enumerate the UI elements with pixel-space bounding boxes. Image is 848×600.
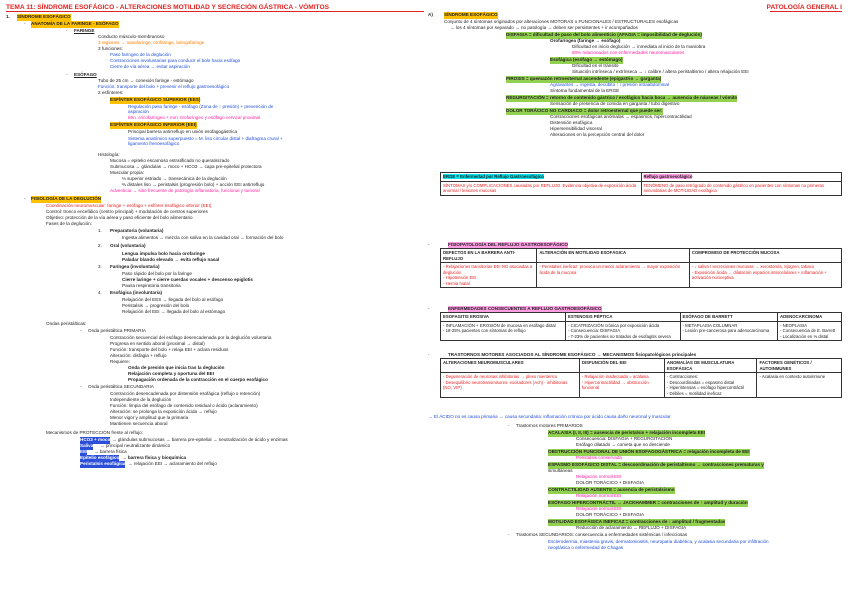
right-text-line: - <box>428 306 430 311</box>
right-text-line: Alteraciones en la percepción central del dolor <box>550 132 645 137</box>
right-text-line: TRASTORNOS MOTORES ASOCIADOS AL SÍNDROME ESOFÁGICO → MECANISMOS fisiopatológicos principales <box>448 352 697 357</box>
right-text-line: Situación intrínseca / extrínseca → ↓ calibre / altera peristaltismo / altera relajación EEI <box>572 69 749 74</box>
right-text-line: → los 4 síntomas por separado → no patología → deben ser persistentes + ir acompañados <box>450 25 638 30</box>
right-text-line: - <box>508 532 510 537</box>
left-text-line: ligamento frenoesofágico <box>128 141 180 146</box>
left-text-line: Fases de la deglución: <box>46 221 92 226</box>
table-header: ALTERACIONES NEUROMUSCULARES <box>441 359 580 373</box>
left-text-line: Objetivo: protección de la vía aérea y paso eficiente del bolo alimentario <box>46 215 193 220</box>
left-text-line: ANATOMÍA DE LA FARINGE - ESÓFAGO <box>31 21 119 26</box>
left-text-line: Muscular propia: <box>110 170 144 175</box>
left-text-line: Progresa en sentido aboral (proximal → distal) <box>110 341 205 346</box>
left-text-line: ESFÍNTER ESOFÁGICO SUPERIOR (EES) <box>110 97 201 102</box>
left-text-line: EEI <box>80 449 88 454</box>
right-text-line: Sensación de presencia de comida en garganta / tubo digestivo <box>550 101 680 106</box>
left-text-line: Peristalsis → progresión del bolo <box>122 303 190 308</box>
left-text-line: Contracción secuencial del esófago desencadenada por la deglución voluntaria <box>110 335 272 340</box>
table-cell: - METAPLASIA COLUMNAR - Lesión pre-cancerosa para adenocarcinoma <box>680 321 778 341</box>
left-text-line: Mecanismos de PROTECCIÓN frente al reflujo: <box>46 430 144 435</box>
right-text-line: Agravantes → ingesta, decúbito ↑ / presión intraabdominal <box>550 82 669 87</box>
left-text-line: ⅔ distales liso → peristalsis (progresión bolo) + acción EEI antirreflujo <box>122 182 265 187</box>
subject-underline <box>770 11 842 12</box>
left-text-line: Paladar blando elevado → evita reflujo nasal <box>122 257 220 262</box>
right-text-line: Esófago dilatado → cometa que no desciende <box>576 442 670 447</box>
left-text-line: 3. <box>98 264 102 269</box>
left-text-line: 3 funciones: <box>98 46 123 51</box>
erge-definition-box <box>440 172 842 196</box>
table-header: ALTERACIÓN EN MOTILIDAD ESOFÁGICA <box>537 249 690 263</box>
right-text-line: ENFERMEDADES CONSECUENTES A REFLUJO GASTROESOFÁGICO <box>448 306 602 311</box>
left-text-line: Control: tronco encefálico (centro principal) + modulación de centros superiores <box>46 209 208 214</box>
table-cell: - Contracciones: - Descoordinadas = espasmo distal - Hiperintensas = esófago hipercontráctil - Débiles = motilidad ineficaz <box>664 373 757 398</box>
left-text-line: FISIOLOGÍA DE LA DEGLUCIÓN <box>31 196 102 201</box>
table-header: DEFECTOS EN LA BARRERA ANTI-REFLUJO <box>441 249 537 263</box>
right-text-line: A) <box>428 12 433 17</box>
left-text-line: Submucosa → glándulas → moco + HCO3 → capa pre-epitelial protectora <box>110 164 262 169</box>
right-text-line: 80% relacionados con enfermedades neuromusculares <box>572 50 685 55</box>
left-text-line: 2 esfínteres: <box>98 90 124 95</box>
left-text-line: Onda peristáltica PRIMARIA <box>88 328 146 333</box>
left-text-line: 3 regiones → nasofaringe, orofaringe, laringofaringe <box>98 40 205 45</box>
reflux-label: Reflujo gastroesofágico <box>641 173 842 182</box>
left-text-line: Contracción desencadenada por distensión esofágica (reflujo o retención) <box>110 391 261 396</box>
left-text-line: - <box>66 72 68 77</box>
table-header: ANOMALÍAS DE MUSCULATURA ESOFÁGICA <box>664 359 757 373</box>
left-text-line: - <box>80 328 82 333</box>
left-text-line: 2. <box>98 243 102 248</box>
left-text-line: Alteración: se prolonga la exposición ácida → reflujo <box>110 409 217 414</box>
left-text-line: SÍNDROME ESOFÁGICO <box>17 14 71 19</box>
right-text-line: Relajación normal EEI <box>576 474 622 479</box>
right-text-line: Esofágica (esófago → estómago) <box>550 57 623 62</box>
left-text-line: aspiración <box>128 109 149 114</box>
table-header: ESOFAGITIS EROSIVA <box>441 313 566 322</box>
right-text-line: Reducción de aclaramiento → REFLUJO + DISFAGIA <box>576 525 687 530</box>
right-text-line: FISIOPATOLOGÍA DEL REFLUJO GASTROESOFÁGICO <box>448 242 568 247</box>
right-text-line: DOLOR TORÁCICO NO CARDIACO = dolor retroesternal que puede ser: <box>506 108 663 113</box>
right-text-line: SÍNDROME ESOFÁGICO <box>444 12 498 17</box>
reflux-definition: FENÓMENO de paso retrógrado de contenido gástrico en pacientes con síntomas no primeras secundarias de MOTILIDAD esofágica <box>641 181 842 195</box>
left-text-line: - <box>24 21 26 26</box>
right-text-line: Esclerodermia, miastenia gravis, dermatomiositis, neuropatía diabética, y acalasia secundaria por infiltración <box>548 539 769 544</box>
left-text-line: Preparatoria (voluntaria) <box>110 228 164 233</box>
table-header: ESTENOSIS PÉPTICA <box>566 313 681 322</box>
left-text-line: Sistema anatómico superpuesto = M. liso circular distal + diafragma crural + <box>128 136 283 141</box>
left-text-line: Menor vigor y amplitud que la primaria <box>110 415 189 420</box>
left-text-line: Función: limpia del esófago de contenido residual o ácido (aclaramiento) <box>110 403 258 408</box>
subject-label: PATOLOGÍA GENERAL I <box>766 4 842 11</box>
left-text-line: Histología: <box>98 152 120 157</box>
left-text-line: Función: transporte del bolo + relaja EEI + aclara residuos <box>110 347 229 352</box>
left-text-line: Cierre de vía aérea → evitar aspiración <box>110 64 190 69</box>
left-text-line: Regulación paso faringe - esófago (Zona de ↑ presión) + prevención de <box>128 104 274 109</box>
right-text-line: ESÓFAGO HIPERCONTRÁCTIL → JACKHAMMER = contracciones de ↑ amplitud y duración <box>548 500 748 505</box>
motor-disorders-table <box>440 358 842 398</box>
right-text-line: - <box>428 352 430 357</box>
right-text-line: Distensión esofágica <box>550 120 593 125</box>
right-text-line: DISFAGIA = dificultad de paso del bolo alimenticio (AFAGIA = imposibilidad de deglución) <box>506 32 702 37</box>
right-text-line: neoplásica o enfermedad de Chagas <box>548 545 624 550</box>
left-text-line: → barrera física y bioquímica <box>122 455 187 460</box>
erge-label: ERGE = Enfermedad por Reflujo Gastroesofágico <box>441 173 642 182</box>
consequences-table <box>440 312 842 341</box>
table-cell: - Degeneración de neuronas inhibitorias → plexo mientérico - Desequilibrio neurotransmisores: excitadores (Ach) - inhibitorias (NO, VIP) <box>441 373 580 398</box>
left-text-line: Propagación ordenada de la contracción en el cuerpo esofágico <box>128 377 268 382</box>
right-text-line: OBSTRUCCIÓN FUNCIONAL DE UNIÓN ESOFAGOGÁSTRICA = relajación incompleta de EEI <box>548 449 750 454</box>
left-text-line: 4. <box>98 290 102 295</box>
left-text-line: Paso rápido del bolo por la faringe <box>122 271 192 276</box>
left-text-line: 1. <box>98 228 102 233</box>
right-text-line: Trastornos SECUNDARIOS: consecuencia a enfermedades sistémicas / infecciosas <box>516 532 688 537</box>
title-underline <box>6 11 424 12</box>
left-text-line: Relajación completa y oportuna del EEI <box>128 371 215 376</box>
left-text-line: Tubo de 25 cm → conexión faringe - estómago <box>98 78 194 83</box>
right-text-line: ESPASMO ESOFÁGICO DISTAL = descoordinación de peristaltismo → contracciones prematuras y <box>548 462 764 467</box>
left-text-line: Alteración: disfagia + reflujo <box>110 353 167 358</box>
left-text-line: - <box>66 28 68 33</box>
left-text-line: Oral (voluntaria) <box>110 243 146 248</box>
left-text-line: Ingesta alimentos → mezcla con saliva en la cavidad oral → formación del bolo <box>122 235 284 240</box>
table-header: FACTORES GENÉTICOS / AUTOINMUNES <box>757 359 842 373</box>
right-text-line: Peristalsis conservada <box>576 455 622 460</box>
left-text-line: Adventicia → sitio frecuente de patología inflamatoria, funcional y tumoral <box>110 188 260 193</box>
right-text-line: ACALASIA (I, II, III) = ausencia de peristalsis + relajación incompleta EEI <box>548 430 706 435</box>
left-text-line: Ondas peristálticas: <box>46 321 87 326</box>
table-cell: - Relajaciones transitorias EEI NO asociadas a deglución - Hipotensión EEI - Hernia hiatal <box>441 263 537 288</box>
right-text-line: Conjunto de 4 síntomas originados por alteraciones MOTORAS o FUNCIONALES / ESTRUCTURALES esofágicas <box>444 19 679 24</box>
right-text-line: Dificultad en inicio deglución → inmediata al inicio de la maniobra <box>572 44 706 49</box>
right-text-line: → El ÁCIDO no es causa primaria → causa secundaria: inflamación crónica por ácido causa daño neuronal y muscular <box>428 414 671 419</box>
left-text-line: Cierre laringe + cierre cuerdas vocales + descenso epiglotis <box>122 277 253 282</box>
left-text-line: Relajación del EEI → llegada del bolo al estómago <box>122 309 226 314</box>
left-text-line: Paso faríngeo de la deglución <box>110 52 171 57</box>
left-text-line: Epitelio esofágico <box>80 455 120 460</box>
right-text-line: simultáneas <box>548 468 573 473</box>
left-text-line: FARINGE <box>74 28 95 33</box>
left-text-line: Onda peristáltica SECUNDARIA <box>88 384 154 389</box>
left-text-line: ESÓFAGO <box>74 72 97 77</box>
left-text-line: Requiere: <box>110 359 130 364</box>
left-text-line: Faríngea (involuntaria) <box>110 264 160 269</box>
table-cell: - Peristalsis ineficaz: provoca un menor aclaramiento → mayor exposición ácida de la mucosa <box>537 263 690 288</box>
right-text-line: REGURGITACIÓN = retorno de contenido gástrico / esofágico hacia boca → ausencia de náuseas / vómito <box>506 95 738 100</box>
left-text-line: - <box>80 384 82 389</box>
left-text-line: 1. <box>6 14 10 19</box>
left-text-line: Onda de presión que inicia tras la deglución <box>128 365 225 370</box>
left-text-line: Peristalsis esofágica <box>80 461 126 466</box>
right-text-line: Contracciones esofágicas anómalas → espasmos, hipercontractilidad <box>550 114 692 119</box>
left-text-line: - <box>24 196 26 201</box>
page-title: TEMA 11: SÍNDROME ESOFÁGICO - ALTERACIONES MOTILIDAD Y SECRECIÓN GÁSTRICA - VÓMITOS <box>6 4 329 11</box>
left-text-line: Esofágica (involuntaria) <box>110 290 163 295</box>
erge-definition: SÍNTOMAS y/o COMPLICACIONES causadas por REFLUJO. Evidencia objetiva de exposición ácida anormal / lesiones mucosas <box>441 181 642 195</box>
right-text-line: - <box>428 242 430 247</box>
table-header: DISFUNCIÓN DEL EEI <box>579 359 664 373</box>
left-text-line: Mantienen secuencia aboral <box>110 421 168 426</box>
left-text-line: HCO3 + moco <box>80 437 111 442</box>
left-text-line: → barrera física <box>94 449 127 454</box>
left-text-line: ⅓ superior estriado → transecánica de la deglución <box>122 176 227 181</box>
table-cell: - Relajación inadecuada = acalasia - Hipercontractilidad → obstrucción funcional <box>579 373 664 398</box>
right-text-line: Consecuencia: DISFAGIA + REGURGITACIÓN <box>576 436 673 441</box>
right-text-line: Orofaríngea (faringe → esófago) <box>550 38 621 43</box>
left-text-line: Principal barrera antirreflujo en unión esofagogástrica <box>128 129 238 134</box>
pathophysiology-table <box>440 248 842 288</box>
right-text-line: Síntoma fundamental de la ERGE <box>550 88 620 93</box>
right-text-line: PIROSIS = quemazón retroesternal ascendente (epigastrio → garganta) <box>506 76 662 81</box>
right-text-line: Relajación normal EEI <box>576 506 622 511</box>
left-text-line: Coordinación neuromuscular: faringe + esófago + esfínter esofágico inferior (EEI) <box>46 203 212 208</box>
left-text-line: ESFÍNTER ESOFÁGICO INFERIOR (EEI) <box>110 122 197 127</box>
table-cell: - NEOPLASIA - Consecuencia de E. Barrett - Localización en ⅓ distal <box>778 321 842 341</box>
left-text-line: → relajación EEI → aclaramiento del reflujo <box>128 461 217 466</box>
left-text-line: Mm. cricofaríngeo + mm. tirofaríngeo y esófago cervical proximal <box>128 115 261 120</box>
right-text-line: DOLOR TORÁCICO + DISFAGIA <box>576 512 645 517</box>
left-text-line: Contracciones involuntarias para conducir el bolo hacia esófago <box>110 58 241 63</box>
right-text-line: DOLOR TORÁCICO + DISFAGIA <box>576 480 645 485</box>
right-text-line: - <box>508 423 510 428</box>
right-text-line: Hipersensibilidad visceral <box>550 126 602 131</box>
table-header: ADENOCARCINOMA <box>778 313 842 322</box>
right-text-line: Trastornos motores PRIMARIOS <box>516 423 583 428</box>
left-text-line: Independiente de la deglución <box>110 397 172 402</box>
left-text-line: Relajación del EES → llegada del bolo al esófago <box>122 297 224 302</box>
left-text-line: → glándulas submucosas → barrera pre-epitelial → neutralización de ácido y enzimas <box>112 437 288 442</box>
left-text-line: Mucosa = epitelio escamoso estratificado no queratinizado <box>110 158 230 163</box>
table-cell: - CICATRIZACIÓN crónica por exposición ácida - Consecuencia: DISFAGIA - 7-23% de pacientes no tratados de esofagitis severa <box>566 321 681 341</box>
left-text-line: Lengua impulsa bolo hacia orofaringe <box>122 251 205 256</box>
table-cell: - INFLAMACIÓN + EROSIÓN de mucosa en esófago distal - 18-25% pacientes con síntomas de reflujo <box>441 321 566 341</box>
left-text-line: Saliva <box>80 443 94 448</box>
right-text-line: Dificultad en el tránsito <box>572 63 619 68</box>
table-header: COMPROMISO DE PROTECCIÓN MUCOSA <box>689 249 841 263</box>
table-header: ESÓFAGO DE BARRETT <box>680 313 778 322</box>
left-text-line: Función: transporte del bolo + prevenir el reflujo gastroesofágico <box>98 84 230 89</box>
left-text-line: Conducto músculo-membranoso <box>98 34 165 39</box>
table-cell: - ↓ saliva / secreciones mucosas → xerostomía, Sjögren, tabaco - Exposición ácida → dilatación espacios intercelulares + inflamación + activación nociceptiva <box>689 263 841 288</box>
right-text-line: CONTRACTILIDAD AUSENTE = ausencia de peristalsismo <box>548 487 675 492</box>
left-text-line: → principal neutralizante dinámico <box>100 443 171 448</box>
left-text-line: Pausa respiratoria transitoria <box>122 283 181 288</box>
right-text-line: MOTILIDAD ESOFÁGICA INEFICAZ = contracciones de ↓ amplitud / fragmentadas <box>548 519 726 524</box>
right-text-line: Relajación normal EEI <box>576 493 622 498</box>
table-cell: - Acalasia en contexto autoinmune <box>757 373 842 398</box>
